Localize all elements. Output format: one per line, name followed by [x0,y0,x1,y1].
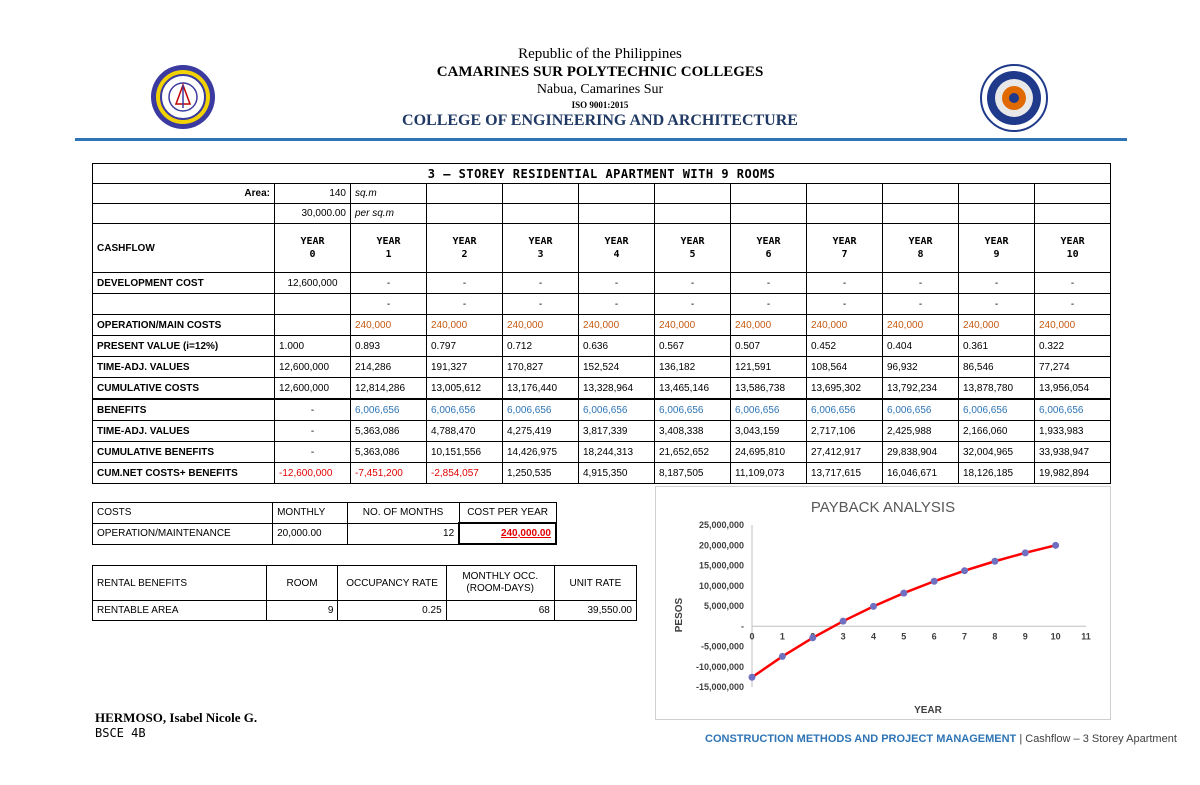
room-header: ROOM [266,566,338,601]
table-cell: 240,000 [427,315,503,336]
table-cell: - [579,273,655,294]
year-word: YEAR [528,236,553,247]
table-cell: 0.452 [807,336,883,357]
costs-table [92,502,557,545]
empty-cell [731,184,807,204]
empty-cell [579,184,655,204]
table-cell: 12,600,000 [275,357,351,378]
table-cell: 6,006,656 [731,399,807,421]
rate-value: 30,000.00 [275,204,351,224]
table-cell: 24,695,810 [731,442,807,463]
empty-cell [427,184,503,204]
year-number: 4 [613,249,620,260]
costs-header: COSTS [93,503,273,524]
table-cell: - [959,273,1035,294]
year-header-5 [655,224,731,273]
table-cell: 108,564 [807,357,883,378]
table-cell: 240,000 [731,315,807,336]
empty-cell [883,184,959,204]
table-cell: 4,788,470 [427,421,503,442]
empty-cell [1035,184,1111,204]
table-cell: 6,006,656 [655,399,731,421]
table-cell: 19,982,894 [1035,463,1111,484]
table-cell: -2,854,057 [427,463,503,484]
year-word: YEAR [604,236,629,247]
table-cell: 18,126,185 [959,463,1035,484]
year-header-4 [579,224,655,273]
table-cell: 13,792,234 [883,378,959,400]
data-point [931,578,938,585]
rate-row [93,204,1111,224]
table-cell: - [883,273,959,294]
empty-cell [579,204,655,224]
table-cell: 3,817,339 [579,421,655,442]
table-cell: 96,932 [883,357,959,378]
document-title: Cashflow – 3 Storey Apartment [1025,733,1177,745]
footer-text [705,733,1177,745]
area-value: 140 [275,184,351,204]
data-point [779,653,786,660]
year-number: 7 [841,249,848,260]
row-label: OPERATION/MAIN COSTS [93,315,275,336]
empty-cell [655,184,731,204]
year-header-3 [503,224,579,273]
year-header-7 [807,224,883,273]
x-tick-label: 4 [870,631,876,642]
table-cell: 170,827 [503,357,579,378]
costs-row-label: OPERATION/MAINTENANCE [93,523,273,544]
table-cell: 5,363,086 [351,442,427,463]
table-cell: - [351,294,427,315]
row-label: CUM.NET COSTS+ BENEFITS [93,463,275,484]
chart-title: PAYBACK ANALYSIS [810,499,956,516]
data-point [1022,549,1029,556]
table-cell [275,294,351,315]
x-tick-label: 11 [1081,631,1091,642]
table-cell: 13,586,738 [731,378,807,400]
table-cell: - [1035,273,1111,294]
year-number: 6 [765,249,772,260]
table-cell: 240,000 [655,315,731,336]
empty-cell [731,204,807,224]
table-cell: 240,000 [959,315,1035,336]
empty-cell [959,184,1035,204]
y-tick-label: 20,000,000 [698,540,744,551]
y-tick-label: 10,000,000 [698,580,744,591]
course-title: CONSTRUCTION METHODS AND PROJECT MANAGEMENT [705,733,1017,745]
author-name: HERMOSO, Isabel Nicole G. [95,710,258,725]
rental-row-label: RENTABLE AREA [93,601,267,621]
year-number: 8 [917,249,924,260]
table-cell: 11,109,073 [731,463,807,484]
payback-analysis-chart [656,487,1110,719]
table-cell: - [731,294,807,315]
table-cell: 136,182 [655,357,731,378]
table-cell: 2,717,106 [807,421,883,442]
year-header-0 [275,224,351,273]
table-row [93,294,1111,315]
table-cell: 12,600,000 [275,378,351,400]
row-label: TIME-ADJ. VALUES [93,421,275,442]
table-row [93,378,1111,400]
y-tick-label: -5,000,000 [700,641,744,652]
area-row [93,184,1111,204]
unit-rate-header: UNIT RATE [554,566,636,601]
table-cell: 0.797 [427,336,503,357]
table-cell: 6,006,656 [807,399,883,421]
table-cell: 2,425,988 [883,421,959,442]
table-cell: 240,000 [883,315,959,336]
table-cell: 0.893 [351,336,427,357]
area-label: Area: [93,184,275,204]
table-row [93,336,1111,357]
y-tick-label: 25,000,000 [698,520,744,530]
table-cell: 12,600,000 [275,273,351,294]
empty-cell [503,184,579,204]
year-number: 1 [385,249,392,260]
table-cell: 240,000 [807,315,883,336]
year-word: YEAR [1060,236,1085,247]
table-cell: - [427,294,503,315]
table-cell: 6,006,656 [579,399,655,421]
empty-cell [959,204,1035,224]
table-cell: 27,412,917 [807,442,883,463]
table-cell: - [579,294,655,315]
table-cell: - [807,294,883,315]
empty-cell [427,204,503,224]
rate-unit: per sq.m [351,204,427,224]
table-cell: 86,546 [959,357,1035,378]
table-cell: 0.712 [503,336,579,357]
table-cell: 1.000 [275,336,351,357]
table-cell: 13,176,440 [503,378,579,400]
year-number: 5 [689,249,696,260]
year-header-10 [1035,224,1111,273]
year-word: YEAR [756,236,781,247]
table-row [93,315,1111,336]
department-name: COLLEGE OF ENGINEERING AND ARCHITECTURE [402,112,798,129]
year-number: 10 [1066,249,1079,260]
table-cell: 6,006,656 [351,399,427,421]
table-cell: 6,006,656 [503,399,579,421]
author-section: BSCE 4B [95,726,146,740]
table-cell: - [1035,294,1111,315]
year-number: 3 [537,249,544,260]
row-label: CUMULATIVE COSTS [93,378,275,400]
year-header-row [93,224,1111,273]
college-name: CAMARINES SUR POLYTECHNIC COLLEGES [436,64,764,80]
table-cell: 0.404 [883,336,959,357]
college-location: Nabua, Camarines Sur [536,82,664,97]
table-cell: - [655,294,731,315]
year-header-9 [959,224,1035,273]
table-cell: 21,652,652 [655,442,731,463]
table-cell: 77,274 [1035,357,1111,378]
table-cell: 3,043,159 [731,421,807,442]
table-cell: 3,408,338 [655,421,731,442]
table-row [93,442,1111,463]
year-number: 2 [461,249,468,260]
empty-cell [807,204,883,224]
monthly-header: MONTHLY [273,503,347,524]
unit-rate-value: 39,550.00 [554,601,636,621]
x-tick-label: 8 [992,631,998,642]
table-cell: 240,000 [503,315,579,336]
monthly-occ-header: MONTHLY OCC. (ROOM-DAYS) [446,566,554,601]
table-cell: 8,187,505 [655,463,731,484]
y-tick-label: 15,000,000 [698,560,744,571]
table-cell: 0.636 [579,336,655,357]
table-cell: - [275,442,351,463]
row-label [93,294,275,315]
table-cell: - [427,273,503,294]
cost-per-year-value: 240,000.00 [459,523,556,544]
x-tick-label: 3 [840,631,846,642]
table-cell: 10,151,556 [427,442,503,463]
year-word: YEAR [376,236,401,247]
data-point [749,674,756,681]
table-row [93,273,1111,294]
area-unit: sq.m [351,184,427,204]
table-cell: 32,004,965 [959,442,1035,463]
republic-line: Republic of the Philippines [518,46,682,62]
empty-cell [93,204,275,224]
table-row [93,357,1111,378]
table-cell: 12,814,286 [351,378,427,400]
table-cell: 13,465,146 [655,378,731,400]
data-point [900,590,907,597]
table-cell: 191,327 [427,357,503,378]
y-axis-label: PESOS [674,597,685,633]
iso-certification: ISO 9001:2015 [571,100,629,110]
table-row [93,399,1111,421]
header-divider [75,138,1127,141]
year-word: YEAR [984,236,1009,247]
y-tick-label: 5,000,000 [703,601,744,611]
x-tick-label: 6 [931,631,937,642]
table-cell: 18,244,313 [579,442,655,463]
table-cell: 240,000 [1035,315,1111,336]
table-cell: 13,695,302 [807,378,883,400]
table-cell: -12,600,000 [275,463,351,484]
x-tick-label: 7 [962,631,968,642]
data-point [961,567,968,574]
table-cell: - [959,294,1035,315]
table-cell: 29,838,904 [883,442,959,463]
table-cell: - [275,399,351,421]
table-cell: - [883,294,959,315]
data-point [991,558,998,565]
table-row [93,421,1111,442]
year-header-2 [427,224,503,273]
table-cell: 5,363,086 [351,421,427,442]
table-cell: 13,005,612 [427,378,503,400]
table-cell: 0.361 [959,336,1035,357]
table-cell: 0.507 [731,336,807,357]
footer-separator: | [1019,733,1023,745]
x-tick-label: 5 [901,631,907,642]
table-cell: - [503,294,579,315]
data-point [870,603,877,610]
table-cell: 1,250,535 [503,463,579,484]
year-word: YEAR [680,236,705,247]
year-word: YEAR [832,236,857,247]
cost-per-year-header: COST PER YEAR [459,503,556,524]
table-cell: 6,006,656 [427,399,503,421]
y-tick-label: -10,000,000 [695,661,744,672]
table-cell: 214,286 [351,357,427,378]
months-value: 12 [347,523,459,544]
row-label: TIME-ADJ. VALUES [93,357,275,378]
empty-cell [655,204,731,224]
cashflow-label: CASHFLOW [93,224,275,273]
table-cell: 0.567 [655,336,731,357]
table-cell: 4,915,350 [579,463,655,484]
table-cell: 240,000 [579,315,655,336]
row-label: CUMULATIVE BENEFITS [93,442,275,463]
empty-cell [503,204,579,224]
row-label: PRESENT VALUE (i=12%) [93,336,275,357]
table-cell: - [351,273,427,294]
table-cell: 13,878,780 [959,378,1035,400]
row-label: BENEFITS [93,399,275,421]
table-cell: 240,000 [351,315,427,336]
rental-benefits-table [92,565,637,621]
table-cell: - [655,273,731,294]
table-cell: 6,006,656 [883,399,959,421]
table-cell: 152,524 [579,357,655,378]
table-cell: 13,328,964 [579,378,655,400]
table-cell: 14,426,975 [503,442,579,463]
occupancy-header: OCCUPANCY RATE [338,566,446,601]
data-point [809,634,816,641]
year-header-8 [883,224,959,273]
table-cell: 13,956,054 [1035,378,1111,400]
year-number: 0 [309,249,316,260]
empty-cell [883,204,959,224]
table-cell: 1,933,983 [1035,421,1111,442]
series-line [752,545,1056,677]
room-value: 9 [266,601,338,621]
table-cell: 121,591 [731,357,807,378]
table-cell: 6,006,656 [959,399,1035,421]
table-cell: 0.322 [1035,336,1111,357]
table-cell: 2,166,060 [959,421,1035,442]
table-cell: 6,006,656 [1035,399,1111,421]
table-cell [275,315,351,336]
table-cell: 16,046,671 [883,463,959,484]
year-header-6 [731,224,807,273]
table-cell: 4,275,419 [503,421,579,442]
occupancy-value: 0.25 [338,601,446,621]
table-cell: -7,451,200 [351,463,427,484]
table-cell: - [503,273,579,294]
table-cell: 13,717,615 [807,463,883,484]
year-word: YEAR [908,236,933,247]
x-axis-label: YEAR [914,705,942,716]
empty-cell [807,184,883,204]
table-cell: - [275,421,351,442]
year-header-1 [351,224,427,273]
x-tick-label: 0 [749,631,755,642]
months-header: NO. OF MONTHS [347,503,459,524]
monthly-value: 20,000.00 [273,523,347,544]
rental-header: RENTAL BENEFITS [93,566,267,601]
x-tick-label: 1 [779,631,785,642]
payback-chart-frame [655,486,1111,720]
y-tick-label: - [741,621,744,632]
cashflow-table [92,163,1111,484]
row-label: DEVELOPMENT COST [93,273,275,294]
x-tick-label: 10 [1050,631,1061,642]
table-cell: - [807,273,883,294]
year-word: YEAR [300,236,325,247]
monthly-occ-value: 68 [446,601,554,621]
empty-cell [1035,204,1111,224]
table-title-row [93,164,1111,184]
x-tick-label: 9 [1022,631,1028,642]
table-cell: - [731,273,807,294]
data-point [1052,542,1059,549]
y-tick-label: -15,000,000 [695,682,744,692]
table-cell: 33,938,947 [1035,442,1111,463]
data-point [840,618,847,625]
table-title: 3 – STOREY RESIDENTIAL APARTMENT WITH 9 ROOMS [93,164,1111,184]
year-number: 9 [993,249,1000,260]
year-word: YEAR [452,236,477,247]
table-row [93,463,1111,484]
